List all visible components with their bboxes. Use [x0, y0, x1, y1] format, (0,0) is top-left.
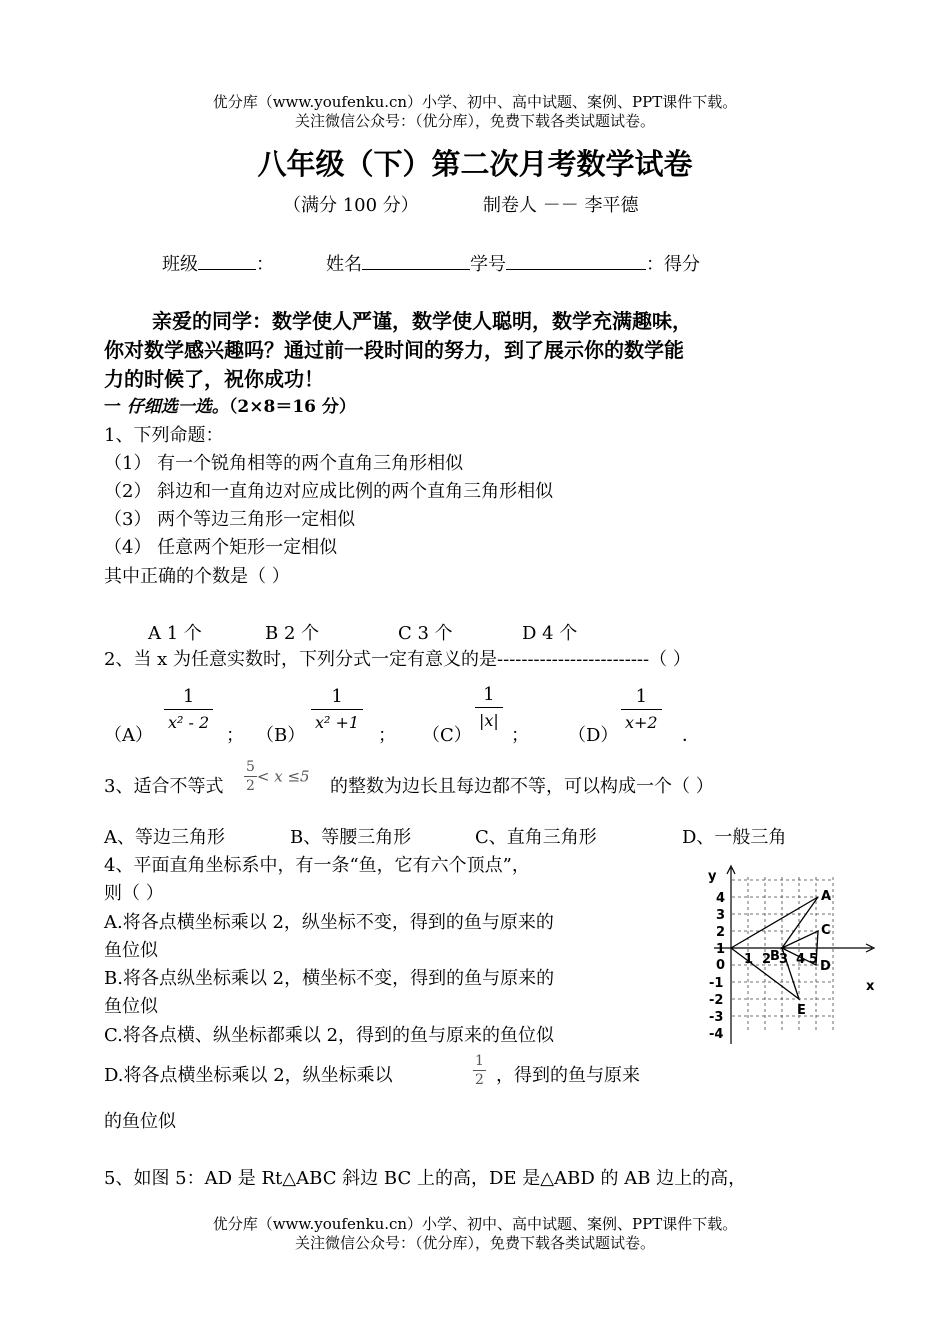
header-line-1: 优分库（www.youfenku.cn）小学、初中、高中试题、案例、PPT课件下载。	[212, 93, 738, 111]
q1-item-3: （3） 两个等边三角形一定相似	[104, 509, 356, 530]
q2-denominator-b: x² +1	[311, 709, 363, 736]
number-label: 学号	[470, 254, 506, 275]
q4-option-a-2: 鱼位似	[104, 940, 158, 961]
q4-option-c: C.将各点横、纵坐标都乘以 2，得到的鱼与原来的鱼位似	[104, 1025, 555, 1046]
y-tick-0: 0	[716, 958, 726, 973]
q1-option-c: C 3 个	[398, 623, 453, 644]
q3-inequality	[244, 758, 310, 795]
q2-fraction-d	[621, 685, 662, 736]
q4-option-d-a: D.将各点横坐标乘以 2，纵坐标乘以	[104, 1065, 393, 1086]
y-tick-neg2: -2	[709, 993, 724, 1008]
q2-sep-a: ；	[226, 725, 244, 746]
y-tick-neg4: -4	[709, 1027, 724, 1042]
q4-optd-num: 1	[475, 1053, 484, 1069]
q2-sep-b: ；	[378, 725, 396, 746]
q3-option-d: D、一般三角	[682, 827, 787, 848]
name-label: 姓名	[326, 254, 362, 275]
y-tick-4: 4	[716, 891, 726, 906]
y-tick-neg1: -1	[709, 976, 724, 991]
q3-option-b: B、等腰三角形	[290, 827, 412, 848]
q4-option-d-b: ，得到的鱼与原来	[496, 1065, 640, 1086]
score-label: ：得分	[646, 254, 700, 275]
y-tick-neg3: -3	[709, 1010, 724, 1025]
section-1-prefix: 一	[104, 397, 127, 417]
q4-option-a-1: A.将各点横坐标乘以 2，纵坐标不变，得到的鱼与原来的	[104, 912, 554, 933]
q4-stem-2: 则（ ）	[104, 883, 164, 904]
section-1-name: 仔细选一选。	[126, 397, 229, 417]
y-tick-1: 1	[716, 942, 726, 957]
q2-fraction-c	[475, 683, 503, 734]
point-a-label: A	[821, 889, 832, 904]
q2-stem: 2、当 x 为任意实数时，下列分式一定有意义的是-------------------------（ ）	[104, 649, 691, 670]
point-d-label: D	[820, 959, 831, 974]
section-1-points: （2×8＝16 分）	[228, 397, 356, 417]
q2-denominator-d: x+2	[621, 709, 662, 736]
x-tick-2: 2	[762, 952, 772, 967]
q1-option-a: A 1 个	[148, 623, 202, 644]
q3-ineq-num: 5	[246, 759, 255, 775]
q2-denominator-c: |x|	[475, 707, 503, 734]
q1-item-2: （2） 斜边和一直角边对应成比例的两个直角三角形相似	[104, 481, 554, 502]
q2-sep-d: ．	[682, 725, 700, 746]
intro-line-2: 你对数学感兴趣吗？通过前一段时间的努力，到了展示你的数学能	[104, 338, 684, 362]
q1-option-d: D 4 个	[522, 623, 578, 644]
point-b-label: B	[770, 949, 780, 964]
intro-line-1: 亲爱的同学：数学使人严谨，数学使人聪明，数学充满趣味，	[152, 309, 692, 333]
q1-item-1: （1） 有一个锐角相等的两个直角三角形相似	[104, 453, 464, 474]
q2-fraction-a	[164, 685, 213, 736]
score-note: （满分 100 分）	[283, 195, 419, 216]
q2-label-c: （C）	[422, 725, 472, 746]
q1-stem: 1、下列命题：	[104, 425, 224, 446]
q2-label-a: （A）	[104, 725, 153, 746]
y-tick-3: 3	[716, 908, 726, 923]
q2-label-d: （D）	[568, 725, 619, 746]
q2-numerator-b: 1	[331, 686, 343, 707]
q4-optd-den: 2	[475, 1072, 484, 1088]
q4-stem-1: 4、平面直角坐标系中，有一条“鱼，它有六个顶点”，	[104, 855, 530, 876]
q2-label-b: （B）	[256, 725, 306, 746]
q3-stem-a: 3、适合不等式	[104, 776, 224, 797]
q2-fraction-b	[311, 685, 363, 736]
fish-coordinate-graph	[694, 862, 894, 1062]
x-tick-5: 5	[809, 952, 819, 967]
x-axis-label: x	[866, 979, 875, 994]
q4-option-d-2: 的鱼位似	[104, 1111, 176, 1132]
q3-ineq-den: 2	[246, 778, 255, 794]
point-c-label: C	[821, 923, 831, 938]
header-line-2: 关注微信公众号：（优分库），免费下载各类试题试卷。	[294, 112, 655, 130]
name-field[interactable]	[362, 251, 470, 270]
footer-line-2: 关注微信公众号：（优分库），免费下载各类试题试卷。	[294, 1234, 655, 1252]
author: 制卷人 －－ 李平德	[483, 195, 639, 216]
q4-option-b-2: 鱼位似	[104, 996, 158, 1017]
class-field[interactable]	[198, 251, 256, 270]
q3-option-a: A、等边三角形	[104, 827, 225, 848]
class-sep: ：	[256, 254, 274, 275]
class-label: 班级	[162, 254, 198, 275]
y-tick-2: 2	[716, 925, 726, 940]
q2-denominator-a: x² - 2	[164, 709, 213, 736]
x-tick-3: 3	[779, 952, 789, 967]
q2-numerator-d: 1	[635, 686, 648, 707]
intro-line-3: 力的时候了，祝你成功！	[104, 367, 324, 391]
q4-option-b-1: B.将各点纵坐标乘以 2，横坐标不变，得到的鱼与原来的	[104, 968, 555, 989]
exam-title: 八年级（下）第二次月考数学试卷	[257, 147, 693, 181]
q1-ask: 其中正确的个数是（ ）	[104, 566, 290, 587]
q3-ineq-rest: < x ≤5	[256, 767, 310, 786]
y-axis-label: y	[708, 869, 717, 884]
point-e-label: E	[797, 1003, 806, 1018]
q5-stem: 5、如图 5：AD 是 Rt△ABC 斜边 BC 上的高，DE 是△ABD 的 AB 边上的高，	[104, 1168, 747, 1189]
number-field[interactable]	[506, 251, 646, 270]
q4-option-d-fraction	[473, 1052, 486, 1089]
student-info-line	[162, 250, 700, 276]
q2-numerator-a: 1	[182, 686, 195, 707]
q3-stem-b: 的整数为边长且每边都不等，可以构成一个（ ）	[330, 776, 714, 797]
q1-item-4: （4） 任意两个矩形一定相似	[104, 537, 338, 558]
q1-option-b: B 2 个	[265, 623, 320, 644]
q2-sep-c: ；	[511, 725, 529, 746]
section-1-heading	[104, 392, 356, 417]
x-tick-1: 1	[744, 952, 754, 967]
footer-line-1: 优分库（www.youfenku.cn）小学、初中、高中试题、案例、PPT课件下载。	[212, 1215, 738, 1233]
q3-option-c: C、直角三角形	[475, 827, 597, 848]
x-tick-4: 4	[796, 952, 806, 967]
q2-numerator-c: 1	[483, 684, 495, 705]
